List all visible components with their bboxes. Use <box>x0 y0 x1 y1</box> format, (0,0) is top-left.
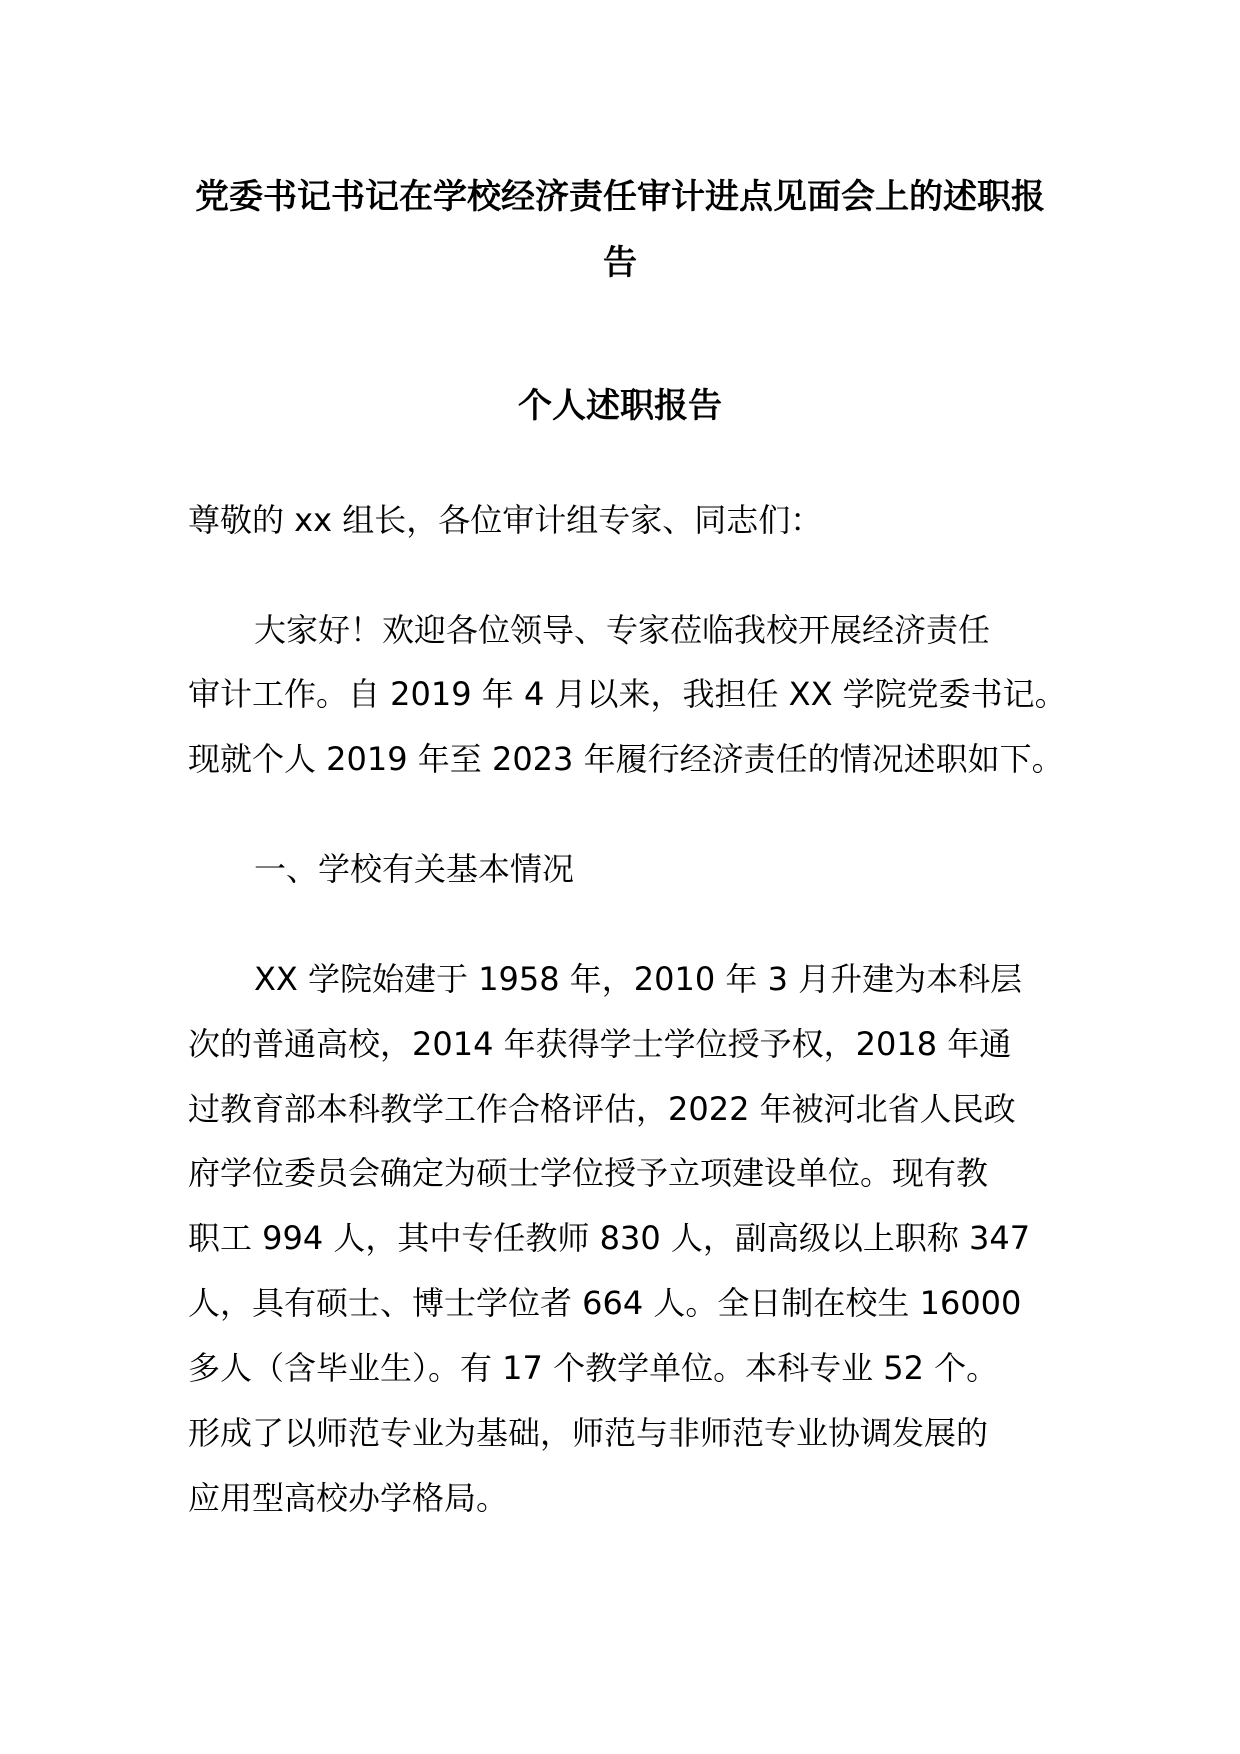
paragraph-2-line-1: XX 学院始建于 1958 年，2010 年 3 月升建为本科层 <box>254 960 1023 998</box>
paragraph-2-line-2: 次的普通高校，2014 年获得学士学位授予权，2018 年通 <box>188 1025 1012 1063</box>
paragraph-2-line-5: 职工 994 人，其中专任教师 830 人，副高级以上职称 347 <box>188 1219 1031 1257</box>
section-1-heading: 一、学校有关基本情况 <box>254 850 575 888</box>
document-title-line-2: 告 <box>603 243 637 283</box>
document-subtitle: 个人述职报告 <box>518 386 722 426</box>
paragraph-2-line-7: 多人（含毕业生）。有 17 个教学单位。本科专业 52 个。 <box>188 1349 999 1387</box>
paragraph-1-line-2: 审计工作。自 2019 年 4 月以来，我担任 XX 学院党委书记。 <box>188 675 1067 713</box>
paragraph-2-line-9: 应用型高校办学格局。 <box>188 1479 509 1517</box>
paragraph-2-line-8: 形成了以师范专业为基础，师范与非师范专业协调发展的 <box>188 1414 989 1452</box>
paragraph-2-line-4: 府学位委员会确定为硕士学位授予立项建设单位。现有教 <box>188 1154 989 1192</box>
paragraph-1-line-1: 大家好！欢迎各位领导、专家莅临我校开展经济责任 <box>254 611 991 649</box>
paragraph-2-line-3: 过教育部本科教学工作合格评估，2022 年被河北省人民政 <box>188 1090 1016 1128</box>
paragraph-2-line-6: 人，具有硕士、博士学位者 664 人。全日制在校生 16000 <box>188 1284 1022 1322</box>
document-title-line-1: 党委书记书记在学校经济责任审计进点见面会上的述职报 <box>195 177 1045 217</box>
paragraph-1-line-3: 现就个人 2019 年至 2023 年履行经济责任的情况述职如下。 <box>188 740 1064 778</box>
salutation: 尊敬的 xx 组长，各位审计组专家、同志们： <box>188 501 823 539</box>
